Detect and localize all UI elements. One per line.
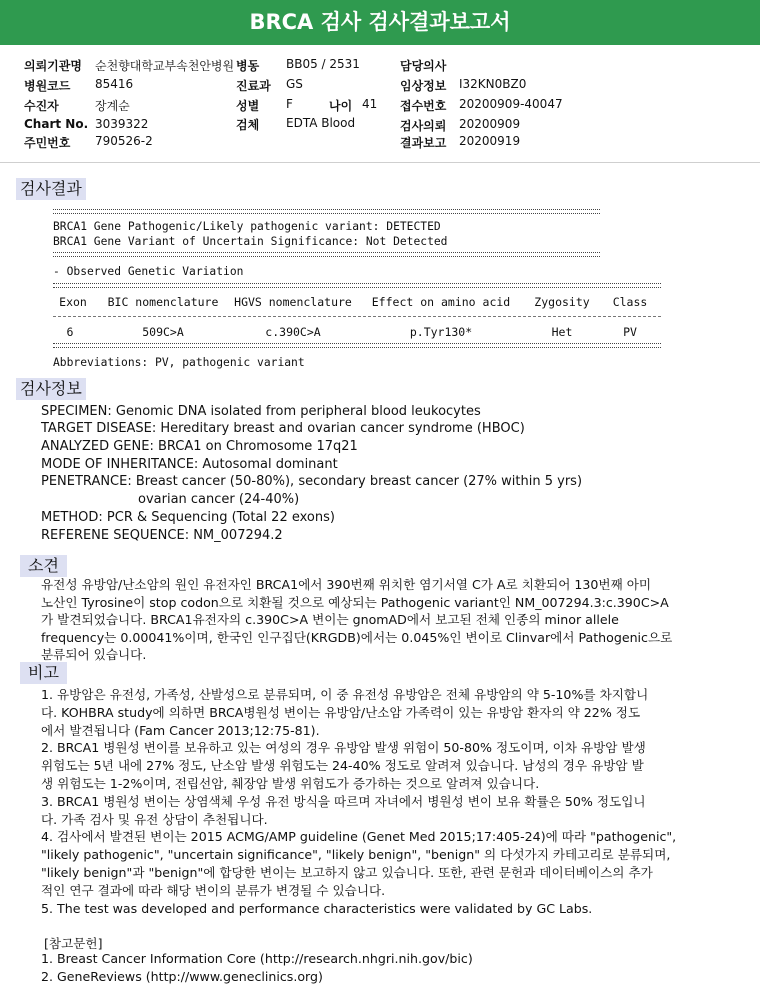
chart-value: 3039322	[95, 117, 149, 131]
test-info-section-title: 검사정보	[16, 378, 86, 400]
remark-line: 위험도는 5년 내에 27% 정도, 난소암 발생 위험도는 24-40% 정도로 알려져 있습니다. 남성의 경우 유방암 발	[41, 758, 644, 774]
observed-variation-heading: - Observed Genetic Variation	[53, 265, 244, 278]
double-rule	[53, 252, 600, 257]
age-label: 나이	[329, 99, 353, 113]
finding-line: 분류되어 있습니다.	[41, 647, 147, 662]
remark-line: "likely pathogenic", "uncertain significance", "likely benign", "benign" 의 다섯가지 카테고리로 분류되며,	[41, 847, 671, 863]
column-header: BIC nomenclature	[107, 295, 219, 309]
dashed-rule	[53, 316, 661, 317]
results-section-title: 검사결과	[16, 178, 86, 200]
resident-value: 790526-2	[95, 134, 153, 148]
remark-line: 2. BRCA1 병원성 변이를 보유하고 있는 여성의 경우 유방암 발생 위험이 50-80% 정도이며, 이차 유방암 발생	[41, 740, 646, 756]
hospital-code-label: 병원코드	[24, 79, 71, 93]
double-rule	[53, 343, 661, 348]
remark-line: 다. KOHBRA study에 의하면 BRCA병원성 변이는 유방암/난소암 가족력이 있는 유방암 환자의 약 22% 정도	[41, 704, 641, 720]
references-title: [참고문헌]	[44, 936, 103, 951]
table-cell: 6	[66, 325, 74, 339]
remarks-text	[41, 686, 753, 917]
ward-value: BB05 / 2531	[286, 57, 360, 71]
report-title: BRCA 검사 검사결과보고서	[249, 10, 511, 34]
receipt-value: 20200909-40047	[459, 97, 563, 111]
finding-section-title: 소견	[20, 555, 67, 577]
age-value: 41	[362, 97, 378, 111]
column-header: Zygosity	[534, 295, 590, 309]
column-header: Effect on amino acid	[371, 295, 511, 309]
remark-line: 3. BRCA1 병원성 변이는 상염색체 우성 유전 방식을 따르며 자녀에서 병원성 변이 보유 확률은 50% 정도입니	[41, 793, 646, 809]
remark-line: 5. The test was developed and performance characteristics were validated by GC Labs.	[41, 900, 593, 916]
hospital-code-value: 85416	[95, 77, 134, 91]
column-header: HGVS nomenclature	[234, 295, 352, 309]
finding-line: frequency는 0.00041%이며, 한국인 인구집단(KRGDB)에서는 0.045%인 변이로 Clinvar에서 Pathogenic으로	[41, 629, 673, 645]
result-line-2: BRCA1 Gene Variant of Uncertain Significance: Not Detected	[53, 235, 448, 248]
remark-line: 다. 가족 검사 및 유전 상담이 추천됩니다.	[41, 811, 268, 827]
ward-label: 병동	[236, 59, 260, 73]
abbreviations: Abbreviations: PV, pathogenic variant	[53, 356, 305, 369]
test-info-line: SPECIMEN: Genomic DNA isolated from peripheral blood leukocytes	[41, 404, 481, 419]
institution-label: 의뢰기관명	[24, 59, 82, 73]
sex-label: 성별	[236, 99, 260, 113]
remark-line: 적인 연구 결과에 따라 해당 변이의 분류가 변경될 수 있습니다.	[41, 882, 386, 898]
test-info-line: MODE OF INHERITANCE: Autosomal dominant	[41, 457, 338, 472]
finding-line: 유전성 유방암/난소암의 원인 유전자인 BRCA1에서 390번째 위치한 염기서열 C가 A로 치환되어 130번째 아미	[41, 577, 652, 592]
report-date-value: 20200919	[459, 134, 521, 148]
sex-value: F	[286, 97, 293, 111]
remark-line: 에서 발견됩니다 (Fam Cancer 2013;12:75-81).	[41, 722, 320, 738]
remarks-section-title: 비고	[20, 662, 67, 684]
report-date-label: 결과보고	[400, 136, 447, 150]
chart-label: Chart No.	[24, 117, 89, 131]
table-cell: 509C>A	[142, 325, 184, 339]
table-cell: Het	[551, 325, 573, 339]
department-label: 진료과	[236, 79, 271, 93]
remark-line: 4. 검사에서 발견된 변이는 2015 ACMG/AMP guideline (Genet Med 2015;17:405-24)에 따라 "pathogenic",	[41, 829, 677, 845]
test-info-line: PENETRANCE: Breast cancer (50-80%), secondary breast cancer (27% within 5 yrs)	[41, 474, 583, 489]
remark-line: 1. 유방암은 유전성, 가족성, 산발성으로 분류되며, 이 중 유전성 유방암은 전체 유방암의 약 5-10%를 차지합니	[41, 687, 649, 702]
reference-item: 1. Breast Cancer Information Core (http://research.nhgri.nih.gov/bic)	[41, 951, 473, 966]
test-info-line: ANALYZED GENE: BRCA1 on Chromosome 17q21	[41, 439, 358, 454]
institution-value: 순천향대학교부속천안병원	[95, 59, 235, 73]
specimen-label: 검체	[236, 118, 260, 132]
column-header: Class	[612, 295, 648, 309]
reference-item: 2. GeneReviews (http://www.geneclinics.org)	[41, 969, 323, 984]
finding-text	[41, 576, 753, 664]
request-label: 검사의뢰	[400, 119, 447, 133]
result-line-1: BRCA1 Gene Pathogenic/Likely pathogenic variant: DETECTED	[53, 220, 441, 233]
specimen-value: EDTA Blood	[286, 116, 356, 130]
column-header: Exon	[59, 295, 87, 309]
department-value: GS	[286, 77, 303, 91]
table-cell: PV	[623, 325, 637, 339]
table-cell: p.Tyr130*	[409, 325, 473, 339]
report-header	[0, 0, 760, 45]
patient-value: 장계순	[95, 99, 130, 113]
clinical-info-label: 임상정보	[400, 79, 447, 93]
clinical-info-value: I32KN0BZ0	[459, 77, 527, 91]
finding-line: 노산인 Tyrosine이 stop codon으로 치환될 것으로 예상되는 Pathogenic variant인 NM_007294.3:c.390C>A	[41, 594, 669, 610]
double-rule	[53, 283, 661, 288]
test-info-line: TARGET DISEASE: Hereditary breast and ovarian cancer syndrome (HBOC)	[41, 421, 525, 436]
patient-label: 수진자	[24, 99, 59, 113]
test-info-line: ovarian cancer (24-40%)	[138, 492, 300, 507]
table-cell: c.390C>A	[265, 325, 321, 339]
divider	[0, 162, 760, 163]
request-value: 20200909	[459, 117, 521, 131]
double-rule	[53, 209, 600, 214]
test-info-line: REFERENE SEQUENCE: NM_007294.2	[41, 528, 283, 543]
doctor-label: 담당의사	[400, 59, 447, 73]
remark-line: "likely benign"과 "benign"에 합당한 변이는 보고하지 않고 있습니다. 또한, 관련 문헌과 데이터베이스의 추가	[41, 864, 653, 880]
finding-line: 가 발견되었습니다. BRCA1유전자의 c.390C>A 변이는 gnomAD에서 보고된 전체 인종의 minor allele	[41, 612, 619, 627]
resident-label: 주민번호	[24, 136, 71, 150]
test-info-line: METHOD: PCR & Sequencing (Total 22 exons)	[41, 510, 335, 525]
remark-line: 생 위험도는 1-2%이며, 전립선암, 췌장암 발생 위험도가 증가하는 것으로 알려져 있습니다.	[41, 775, 540, 791]
receipt-label: 접수번호	[400, 99, 447, 113]
